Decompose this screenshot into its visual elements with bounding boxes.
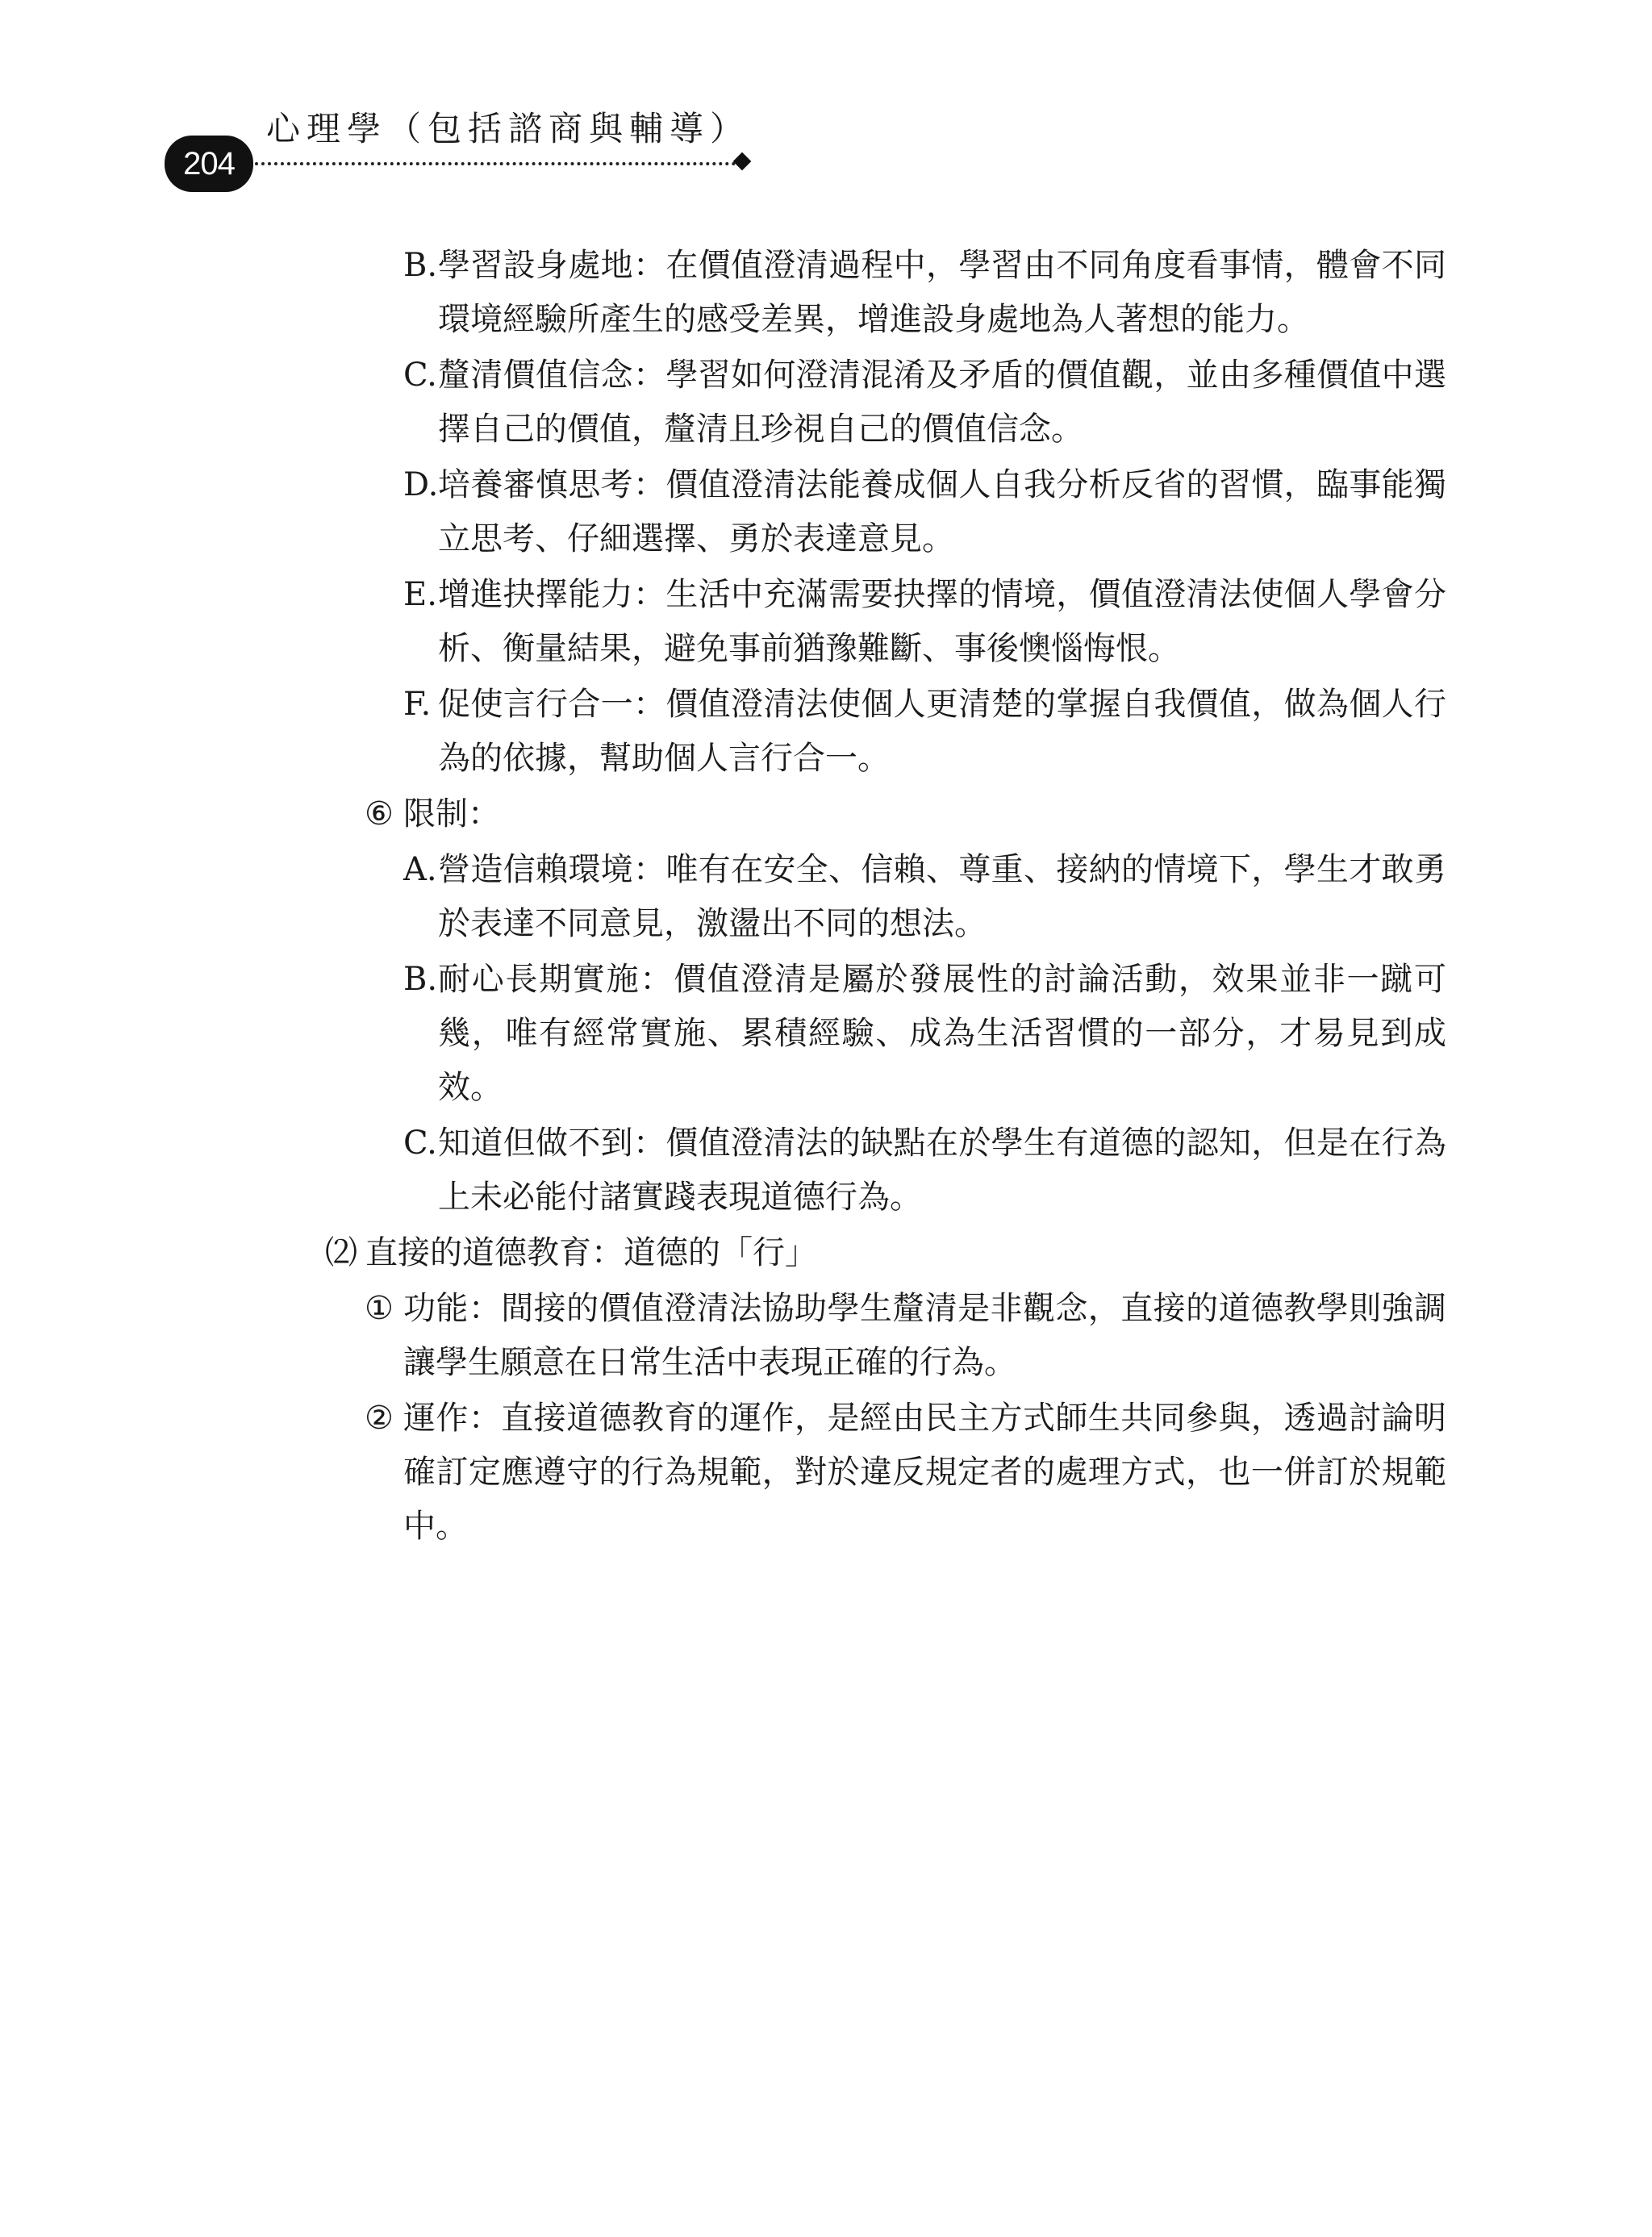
- item-text: 促使言行合一：價值澄清法使個人更清楚的掌握自我價值，做為個人行為的依據，幫助個人言行合一。: [438, 686, 1446, 777]
- list-item: [365, 1392, 1446, 1554]
- item-text: 運作：直接道德教育的運作，是經由民主方式師生共同參與，透過討論明確訂定應遵守的行為規範，對於違反規定者的處理方式，也一併訂於規範中。: [403, 1400, 1446, 1545]
- item-text: 功能：間接的價值澄清法協助學生釐清是非觀念，直接的道德教學則強調讓學生願意在日常生活中表現正確的行為。: [403, 1290, 1446, 1381]
- item-text: 釐清價值信念：學習如何澄清混淆及矛盾的價值觀，並由多種價值中選擇自己的價值，釐清且珍視自己的價值信念。: [438, 357, 1446, 448]
- item-marker: C.: [403, 357, 437, 394]
- section-heading: [365, 787, 1446, 841]
- item-text: 知道但做不到：價值澄清法的缺點在於學生有道德的認知，但是在行為上未必能付諸實踐表現道德行為。: [438, 1125, 1446, 1216]
- item-marker: B.: [403, 961, 438, 998]
- item-marker: B.: [403, 247, 438, 284]
- item-text: 培養審慎思考：價值澄清法能養成個人自我分析反省的習慣，臨事能獨立思考、仔細選擇、勇於表達意見。: [438, 466, 1446, 557]
- item-text: 營造信賴環境：唯有在安全、信賴、尊重、接納的情境下，學生才敢勇於表達不同意見，激盪出不同的想法。: [438, 851, 1446, 942]
- list-item: [403, 568, 1446, 676]
- item-marker: ①: [365, 1290, 394, 1327]
- item-text: 限制：: [403, 795, 500, 833]
- item-marker: ②: [365, 1400, 394, 1437]
- section-heading: [325, 1226, 1446, 1280]
- item-marker: D.: [403, 466, 439, 503]
- item-text: 直接的道德教育：道德的「行」: [365, 1234, 817, 1271]
- header-dotted-rule: [255, 162, 742, 165]
- list-item: [403, 458, 1446, 566]
- book-title: 心理學（包括諮商與輔導）: [266, 109, 751, 148]
- item-marker: ⑵: [325, 1234, 357, 1271]
- list-item: [403, 239, 1446, 347]
- item-text: 耐心長期實施：價值澄清是屬於發展性的討論活動，效果並非一蹴可幾，唯有經常實施、累積經驗、成為生活習慣的一部分，才易見到成效。: [438, 961, 1446, 1106]
- item-marker: ⑥: [365, 795, 394, 833]
- page-body: [0, 239, 1652, 1554]
- list-item: [403, 953, 1446, 1115]
- diamond-ornament-icon: [733, 152, 752, 171]
- list-item: [403, 678, 1446, 786]
- page-number-badge: 204: [165, 136, 253, 192]
- item-marker: E.: [403, 576, 437, 613]
- item-marker: A.: [403, 851, 437, 888]
- list-item: [403, 843, 1446, 951]
- page-header: [0, 0, 1652, 210]
- list-item: [403, 348, 1446, 457]
- item-marker: F.: [403, 686, 432, 723]
- item-text: 學習設身處地：在價值澄清過程中，學習由不同角度看事情，體會不同環境經驗所產生的感受差異，增進設身處地為人著想的能力。: [438, 247, 1446, 338]
- list-item: [403, 1116, 1446, 1225]
- item-marker: C.: [403, 1125, 437, 1162]
- item-text: 增進抉擇能力：生活中充滿需要抉擇的情境，價值澄清法使個人學會分析、衡量結果，避免事前猶豫難斷、事後懊惱悔恨。: [438, 576, 1446, 667]
- list-item: [365, 1282, 1446, 1390]
